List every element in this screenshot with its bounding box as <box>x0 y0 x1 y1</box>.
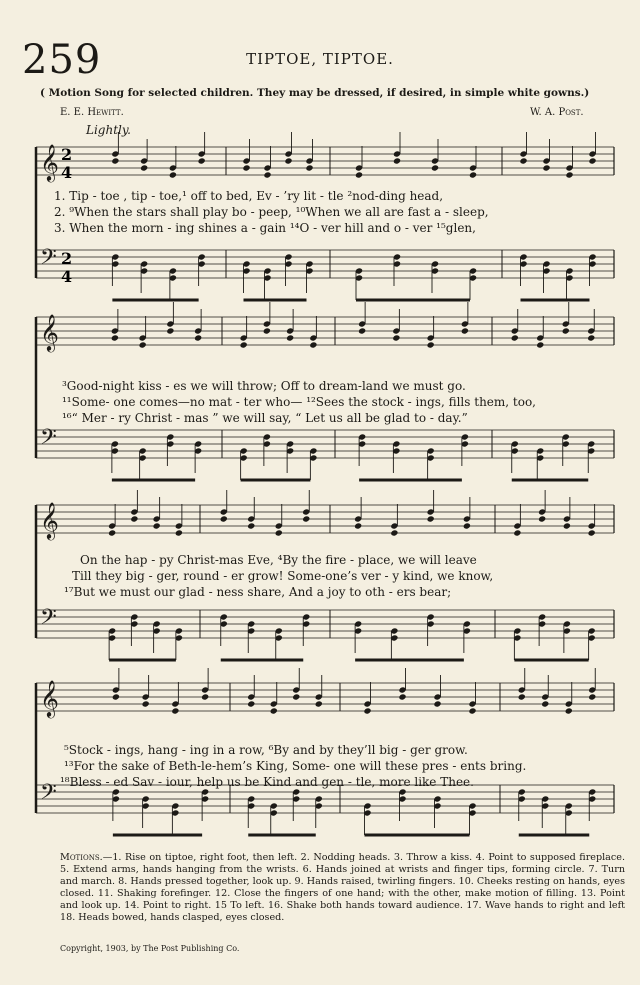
lyric-line: ⁵Stock - ings, hang - ing in a row, ⁶By and by they’ll big - ger grow. <box>64 743 468 757</box>
note-head <box>461 327 469 334</box>
treble-clef-icon: 𝄞 <box>40 679 59 717</box>
note-head <box>563 522 571 529</box>
lyricist-credit: E. E. Hewitt. <box>60 107 124 118</box>
treble-clef-icon: 𝄞 <box>40 501 59 539</box>
bass-clef-icon: 𝄢 <box>40 425 57 455</box>
note-head <box>263 327 271 334</box>
note-head <box>463 522 471 529</box>
note-head <box>427 515 435 522</box>
note-head <box>201 693 209 700</box>
note-head <box>518 693 526 700</box>
composer-credit: W. A. Post. <box>530 107 584 118</box>
note-head <box>284 157 292 164</box>
note-head <box>468 707 476 714</box>
note-head <box>130 515 138 522</box>
note-head <box>354 522 362 529</box>
treble-clef-icon: 𝄞 <box>40 143 59 181</box>
note-head <box>393 157 401 164</box>
note-head <box>390 529 398 536</box>
note-head <box>139 341 147 348</box>
motions-text: —1. Rise on tiptoe, right foot, then left. 2. Nodding heads. 3. Throw a kiss. 4. Point to supposed fireplace. 5. Extend arms, hands hanging from the wrists. 6. Hands joined at wrists and finger tips, forming circle. 7. Turn and march. 8. Hands pressed together, look up. 9. Hands raised, twirling fingers. 10. Cheeks resting on hands, eyes closed. 11. Shaking forefinger. 12. Close the fingers of one hand; with the other, make motion of filling. 13. Point and look up. 14. Point to right. 15 To left. 16. Shake both hands toward audience. 17. Wave hands to right and left 18. Heads bowed, hands clasped, eyes closed. <box>60 852 625 923</box>
hymn-subtitle: ( Motion Song for selected children. They may be dressed, if desired, in simple white gowns.) <box>40 87 590 99</box>
motions-label: Motions. <box>60 852 103 863</box>
bass-time-signature-top: 2 <box>61 249 73 268</box>
note-head <box>542 164 550 171</box>
lyric-line: ¹⁸Bless - ed Sav - iour, help us be Kind and gen - tle, more like Thee. <box>60 775 474 789</box>
lyric-line: 3. When the morn - ing shines a - gain ¹⁴O - ver hill and o - ver ¹⁵glen, <box>54 221 476 235</box>
note-head <box>562 327 570 334</box>
note-head <box>270 707 278 714</box>
note-head <box>538 515 546 522</box>
note-head <box>392 334 400 341</box>
note-head <box>565 171 573 178</box>
note-head <box>427 341 435 348</box>
bass-clef-icon: 𝄢 <box>40 780 57 810</box>
note-head <box>286 334 294 341</box>
treble-clef-icon: 𝄞 <box>40 313 59 351</box>
score-layer <box>36 132 614 835</box>
note-head <box>588 157 596 164</box>
note-head <box>153 522 161 529</box>
lyric-line: ³Good-night kiss - es we will throw; Off to dream-land we must go. <box>62 379 466 393</box>
note-head <box>433 700 441 707</box>
note-head <box>469 171 477 178</box>
note-head <box>140 164 148 171</box>
lyric-line: On the hap - py Christ-mas Eve, ⁴By the fire - place, we will leave <box>80 553 477 567</box>
note-head <box>292 693 300 700</box>
note-head <box>194 334 202 341</box>
note-head <box>275 529 283 536</box>
note-head <box>431 164 439 171</box>
note-head <box>588 693 596 700</box>
bass-time-signature-bottom: 4 <box>61 267 73 286</box>
bass-clef-icon: 𝄢 <box>40 605 57 635</box>
note-head <box>302 515 310 522</box>
note-head <box>166 327 174 334</box>
note-head <box>355 171 363 178</box>
lyric-line: ¹⁷But we must our glad - ness share, And a joy to oth - ers bear; <box>64 585 452 599</box>
note-head <box>198 157 206 164</box>
note-head <box>511 334 519 341</box>
note-head <box>541 700 549 707</box>
note-head <box>247 700 255 707</box>
note-head <box>220 515 228 522</box>
note-head <box>536 341 544 348</box>
note-head <box>263 171 271 178</box>
time-signature-top: 2 <box>61 145 73 164</box>
hymn-title: TIPTOE, TIPTOE. <box>246 50 394 68</box>
note-head <box>305 164 313 171</box>
note-head <box>565 707 573 714</box>
note-head <box>315 700 323 707</box>
note-head <box>363 707 371 714</box>
copyright-notice: Copyright, 1903, by The Post Publishing Co. <box>60 944 240 953</box>
note-head <box>513 529 521 536</box>
tempo-marking: Lightly. <box>86 123 131 137</box>
note-head <box>142 700 150 707</box>
note-head <box>108 529 116 536</box>
note-head <box>111 334 119 341</box>
note-head <box>111 157 119 164</box>
lyric-line: ¹⁶“ Mer - ry Christ - mas ” we will say, “ Let us all be glad to - day.” <box>62 411 468 425</box>
note-head <box>171 707 179 714</box>
note-head <box>247 522 255 529</box>
note-head <box>519 157 527 164</box>
note-head <box>587 334 595 341</box>
note-head <box>358 327 366 334</box>
note-head <box>588 529 596 536</box>
hymn-number: 259 <box>22 37 102 83</box>
bass-clef-icon: 𝄢 <box>40 245 57 275</box>
motions-instructions <box>60 852 625 924</box>
note-head <box>112 693 120 700</box>
note-head <box>175 529 183 536</box>
note-head <box>309 341 317 348</box>
lyric-line: Till they big - ger, round - er grow! Some-one’s ver - y kind, we know, <box>72 569 494 583</box>
note-head <box>240 341 248 348</box>
note-head <box>169 171 177 178</box>
lyric-line: 1. Tip - toe , tip - toe,¹ off to bed, Ev - ’ry lit - tle ²nod-ding head, <box>54 189 444 203</box>
lyric-line: ¹³For the sake of Beth-le-hem’s King, Some- one will these pres - ents bring. <box>64 759 527 773</box>
lyric-line: ¹¹Some- one comes—no mat - ter who— ¹²Sees the stock - ings, fills them, too, <box>62 395 536 409</box>
note-head <box>242 164 250 171</box>
note-head <box>398 693 406 700</box>
time-signature-bottom: 4 <box>61 163 73 182</box>
lyric-line: 2. ⁹When the stars shall play bo - peep, ¹⁰When we all are fast a - sleep, <box>54 205 489 219</box>
